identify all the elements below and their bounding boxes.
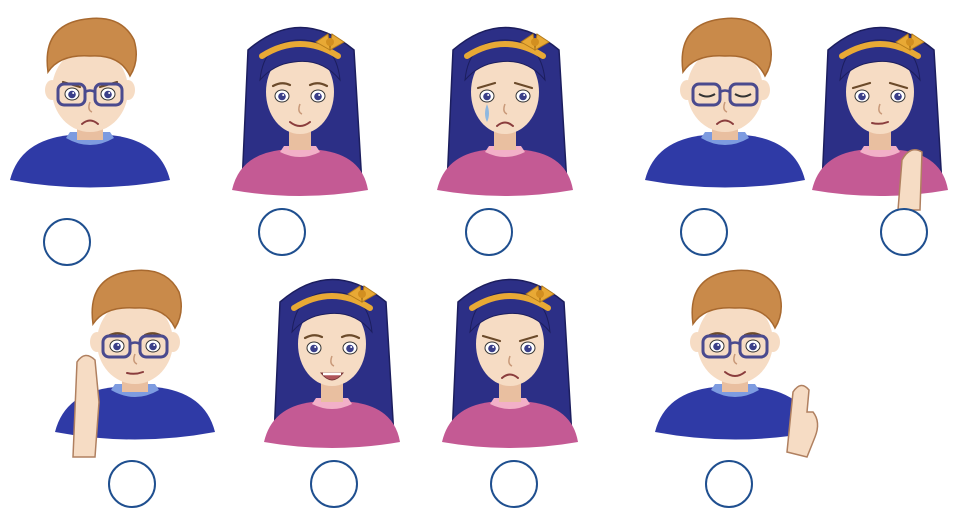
- pupil-right: [749, 343, 757, 351]
- girl-figure: [442, 280, 578, 449]
- girl-figure: [232, 28, 368, 197]
- portrait-drawing: [650, 262, 830, 462]
- boy-figure: [55, 270, 215, 457]
- pupil-left: [278, 93, 286, 101]
- pupil-left: [713, 343, 721, 351]
- eye-glint: [717, 344, 719, 346]
- bow-knot: [531, 38, 539, 46]
- pupil-left: [488, 345, 496, 353]
- hand-on-glasses: [73, 355, 99, 457]
- portrait-drawing: [5, 10, 185, 210]
- pupil-left: [113, 343, 121, 351]
- eye-glint: [350, 346, 352, 348]
- eye-glint: [898, 94, 900, 96]
- boy-angry-portrait: [5, 10, 185, 210]
- eye-glint: [314, 346, 316, 348]
- eye-glint: [72, 92, 74, 94]
- eye-glint: [153, 344, 155, 346]
- answer-circle-3[interactable]: [465, 208, 513, 256]
- boy-figure: [655, 270, 818, 457]
- girl-crying-portrait: [425, 10, 605, 210]
- bow-knot: [358, 290, 366, 298]
- girl-figure: [437, 28, 573, 197]
- eye-glint: [492, 346, 494, 348]
- answer-circle-8[interactable]: [490, 460, 538, 508]
- eye-glint: [117, 344, 119, 346]
- boy-figure: [10, 18, 170, 187]
- answer-circle-1[interactable]: [43, 218, 91, 266]
- girl-grumpy-portrait: [430, 262, 610, 462]
- portrait-drawing: [252, 262, 432, 462]
- answer-circle-6[interactable]: [108, 460, 156, 508]
- girl-figure: [812, 28, 948, 211]
- pupil-left: [68, 91, 76, 99]
- pupil-left: [483, 93, 491, 101]
- boy-happy-portrait: [650, 262, 830, 462]
- boy-thinking-portrait: [50, 262, 230, 462]
- answer-circle-9[interactable]: [705, 460, 753, 508]
- bow-knot: [536, 290, 544, 298]
- portrait-drawing: [430, 262, 610, 462]
- bow-knot: [326, 38, 334, 46]
- eye-glint: [282, 94, 284, 96]
- pupil-right: [149, 343, 157, 351]
- answer-circle-5[interactable]: [880, 208, 928, 256]
- pupil-right: [894, 93, 902, 101]
- eye-glint: [487, 94, 489, 96]
- portrait-drawing: [220, 10, 400, 210]
- answer-circle-7[interactable]: [310, 460, 358, 508]
- girl-figure: [264, 280, 400, 449]
- eye-glint: [318, 94, 320, 96]
- answer-circle-2[interactable]: [258, 208, 306, 256]
- pupil-left: [310, 345, 318, 353]
- pupil-left: [858, 93, 866, 101]
- emotion-card-5: [800, 10, 955, 270]
- thumbs-up-hand: [787, 385, 818, 457]
- eye-glint: [108, 92, 110, 94]
- eye-glint: [862, 94, 864, 96]
- girl-worried-portrait: [800, 10, 955, 210]
- boy-eyes-closed-portrait: [640, 10, 820, 210]
- answer-circle-4[interactable]: [680, 208, 728, 256]
- eye-glint: [753, 344, 755, 346]
- portrait-drawing: [50, 262, 230, 462]
- bow-knot: [906, 38, 914, 46]
- girl-laughing-portrait: [252, 262, 432, 462]
- portrait-drawing: [640, 10, 820, 210]
- pupil-right: [104, 91, 112, 99]
- pupil-right: [346, 345, 354, 353]
- boy-figure: [645, 18, 805, 187]
- pupil-right: [314, 93, 322, 101]
- eye-glint: [523, 94, 525, 96]
- portrait-drawing: [425, 10, 605, 210]
- portrait-drawing: [800, 10, 955, 210]
- eye-glint: [528, 346, 530, 348]
- girl-smile-portrait: [220, 10, 400, 210]
- pupil-right: [524, 345, 532, 353]
- pupil-right: [519, 93, 527, 101]
